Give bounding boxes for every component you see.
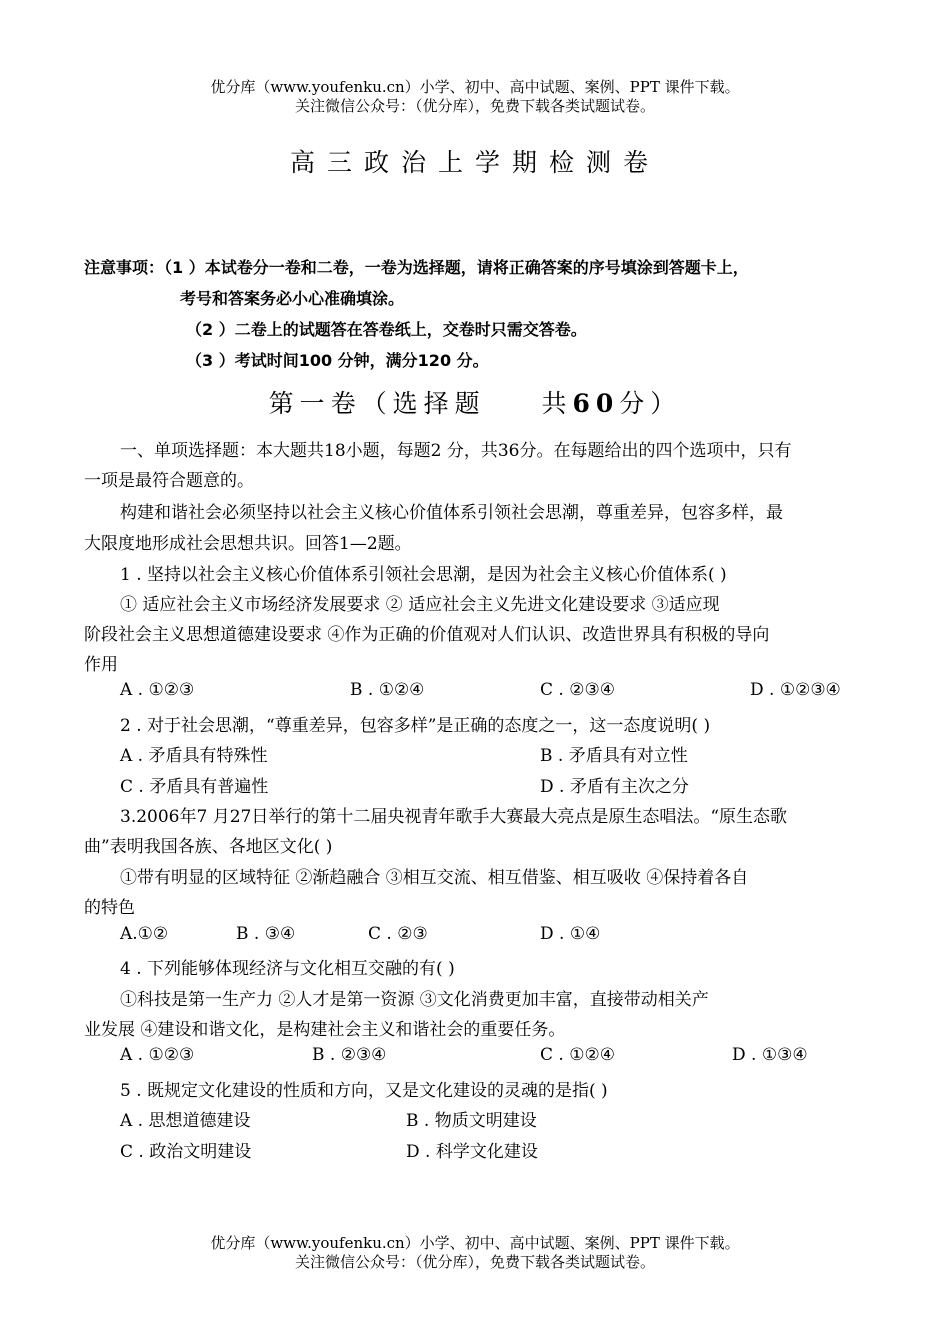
q4-choice-d: D . ①③④ [732, 1045, 808, 1065]
q3-opts-b: 的特色 [84, 898, 135, 918]
exam-title: 高三政治上学期检测卷 [289, 148, 660, 177]
q4-choice-c: C . ①②④ [540, 1045, 615, 1065]
q4-choice-a: A . ①②③ [120, 1045, 195, 1065]
q5-choice-a: A . 思想道德建设 [120, 1111, 251, 1131]
q5-stem: 5 . 既规定文化建设的性质和方向，又是文化建设的灵魂的是指( ) [120, 1081, 608, 1101]
q3-stem-a: 3.2006年7 月27日举行的第十二届央视青年歌手大赛最大亮点是原生态唱法。“原生态歌 [120, 807, 788, 827]
footer-line-1: 优分库（www.youfenku.cn）小学、初中、高中试题、案例、PPT 课件下载。 [210, 1234, 740, 1252]
section-prefix: 第一卷（选择题 [268, 389, 486, 418]
q4-choice-b: B . ②③④ [312, 1045, 387, 1065]
q1-choice-c: C . ②③④ [540, 680, 615, 700]
q3-choice-b: B . ③④ [236, 924, 296, 944]
q3-opts-a: ①带有明显的区域特征 ②渐趋融合 ③相互交流、相互借鉴、相互吸收 ④保持着各自 [120, 868, 749, 888]
q3-choice-c: C . ②③ [368, 924, 428, 944]
q2-stem: 2 . 对于社会思潮，“尊重差异，包容多样”是正确的态度之一，这一态度说明( ) [120, 716, 711, 736]
q2-choice-d: D . 矛盾有主次之分 [540, 777, 689, 797]
q3-choice-a: A.①② [120, 924, 169, 944]
q1-stem: 1 . 坚持以社会主义核心价值体系引领社会思潮，是因为社会主义核心价值体系( ) [120, 565, 727, 585]
q1-choice-d: D . ①②③④ [750, 680, 841, 700]
material-line-b: 大限度地形成社会思想共识。回答1—2题。 [84, 534, 412, 554]
q2-choice-c: C . 矛盾具有普遍性 [120, 777, 269, 797]
q4-opts-b: 业发展 ④建设和谐文化，是构建社会主义和谐社会的重要任务。 [84, 1020, 566, 1040]
q1-choice-b: B . ①②④ [350, 680, 425, 700]
footer-line-2: 关注微信公众号：（优分库），免费下载各类试题试卷。 [294, 1253, 655, 1271]
notice-item-3: （3 ）考试时间100 分钟，满分120 分。 [186, 351, 489, 370]
header-line-1: 优分库（www.youfenku.cn）小学、初中、高中试题、案例、PPT 课件下载。 [210, 78, 740, 96]
material-line-a: 构建和谐社会必须坚持以社会主义核心价值体系引领社会思潮，尊重差异，包容多样，最 [120, 503, 783, 523]
q1-opts-c: 作用 [84, 655, 118, 675]
q1-choice-a: A . ①②③ [120, 680, 195, 700]
q3-stem-b: 曲”表明我国各族、各地区文化( ) [84, 837, 333, 857]
q5-choice-c: C . 政治文明建设 [120, 1142, 252, 1162]
section-title [0, 384, 950, 420]
section-suffix: 分） [619, 389, 682, 418]
q1-opts-a: ① 适应社会主义市场经济发展要求 ② 适应社会主义先进文化建设要求 ③适应现 [120, 595, 720, 615]
notice-item-1a: （1 ）本试卷分一卷和二卷，一卷为选择题，请将正确答案的序号填涂到答题卡上， [164, 258, 749, 277]
q5-choice-b: B . 物质文明建设 [406, 1111, 537, 1131]
q5-choice-d: D . 科学文化建设 [406, 1142, 538, 1162]
q4-stem: 4 . 下列能够体现经济与文化相互交融的有( ) [120, 959, 455, 979]
page-footer [0, 1234, 950, 1272]
q1-opts-b: 阶段社会主义思想道德建设要求 ④作为正确的价值观对人们认识、改造世界具有积极的导向 [84, 625, 770, 645]
section-score-label: 共 [541, 389, 573, 418]
notice-item-2: （2 ）二卷上的试题答在答卷纸上，交卷时只需交答卷。 [186, 320, 587, 339]
notice-label: 注意事项： [84, 258, 165, 277]
intro-line-a: 一、单项选择题：本大题共18小题，每题2 分，共36分。在每题给出的四个选项中，只有 [120, 441, 792, 461]
section-score: 60 [572, 389, 620, 418]
header-line-2: 关注微信公众号：（优分库），免费下载各类试题试卷。 [294, 97, 655, 115]
intro-line-b: 一项是最符合题意的。 [84, 471, 254, 491]
page-header [0, 78, 950, 116]
q3-choice-d: D . ①④ [540, 924, 601, 944]
q2-choice-b: B . 矛盾具有对立性 [540, 746, 688, 766]
notice-item-1b: 考号和答案务必小心准确填涂。 [180, 289, 405, 308]
q4-opts-a: ①科技是第一生产力 ②人才是第一资源 ③文化消费更加丰富，直接带动相关产 [120, 990, 709, 1010]
q2-choice-a: A . 矛盾具有特殊性 [120, 746, 268, 766]
